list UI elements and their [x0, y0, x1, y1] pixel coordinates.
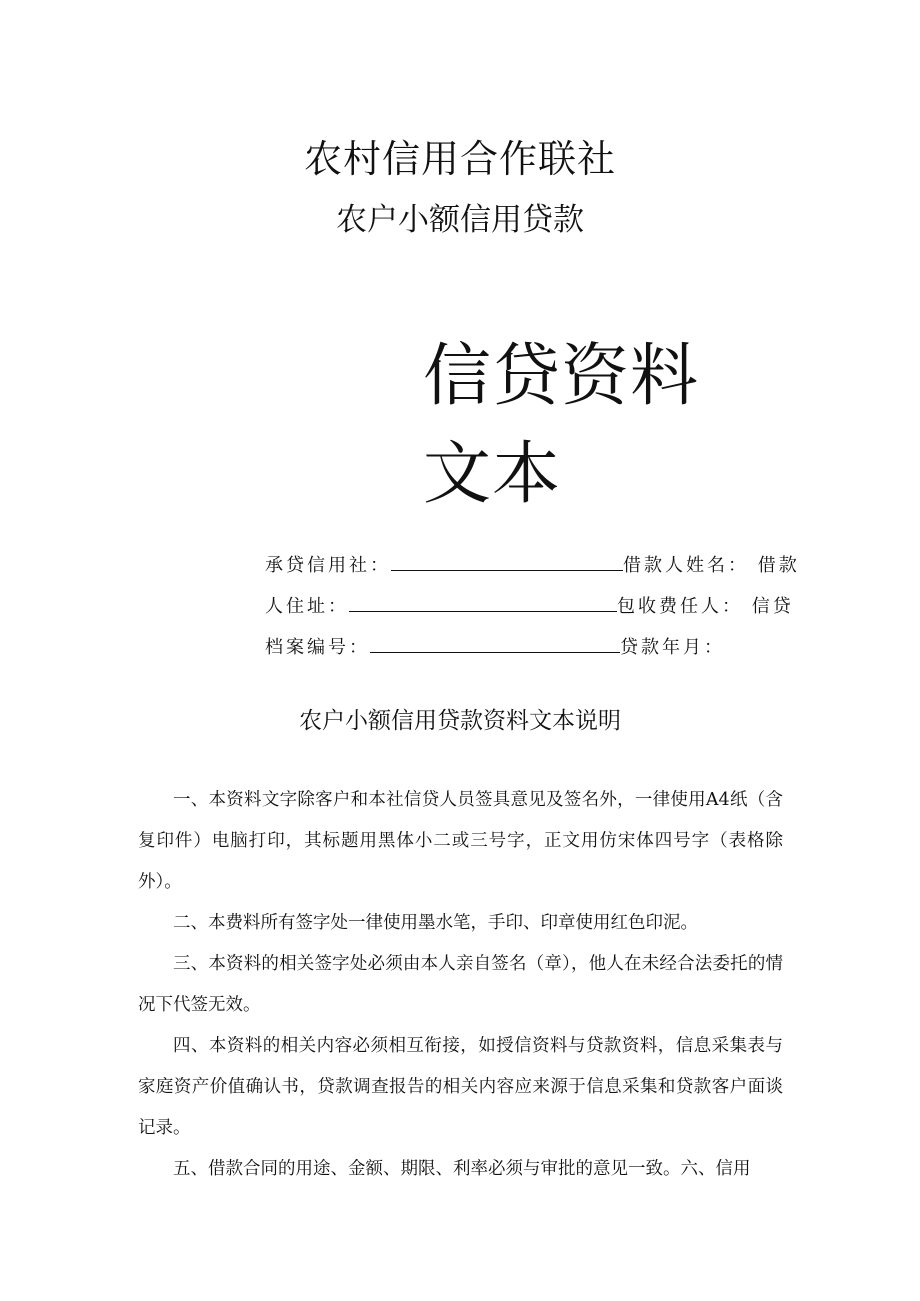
main-title-line1: 信贷资料	[423, 337, 700, 416]
address-blank[interactable]	[349, 595, 617, 612]
paragraph-3: 三、本资料的相关签字处必须由本人亲自签名（章），他人在未经合法委托的情况下代签无效。	[138, 954, 783, 1015]
form-row-3	[265, 633, 725, 659]
borrower-name-label: 借款人姓名： 借款	[623, 555, 800, 576]
archive-number-label: 档案编号：	[265, 637, 370, 658]
section-title: 农户小额信用贷款资料文本说明	[299, 708, 621, 734]
form-row-2	[265, 592, 794, 618]
form-row-1	[265, 551, 800, 577]
lender-label: 承贷信用社：	[265, 555, 391, 576]
archive-number-blank[interactable]	[370, 636, 620, 653]
doc-subtitle: 农户小额信用贷款	[336, 202, 584, 238]
paragraph-1: 一、本资料文字除客户和本社信贷人员签具意见及签名外，一律使用A4纸（含复印件）电脑打印，其标题用黑体小二或三号字，正文用仿宋体四号字（表格除外）。	[138, 790, 783, 892]
address-label: 人住址：	[265, 596, 349, 617]
org-title: 农村信用合作联社	[303, 137, 616, 181]
collector-label: 包收费任人： 信贷	[617, 596, 794, 617]
lender-blank[interactable]	[391, 554, 623, 571]
paragraph-4: 四、本资料的相关内容必须相互衔接，如授信资料与贷款资料，信息采集表与家庭资产价值确认书，贷款调查报告的相关内容应来源于信息采集和贷款客户面谈记录。	[138, 1036, 783, 1138]
paragraph-2: 二、本费料所有签字处一律使用墨水笔，手印、印章使用红色印泥。	[173, 913, 698, 933]
paragraph-5: 五、借款合同的用途、金额、期限、利率必须与审批的意见一致。六、信用	[173, 1159, 751, 1179]
loan-date-label: 贷款年月：	[620, 637, 725, 658]
main-title-line2: 文本	[423, 435, 562, 514]
